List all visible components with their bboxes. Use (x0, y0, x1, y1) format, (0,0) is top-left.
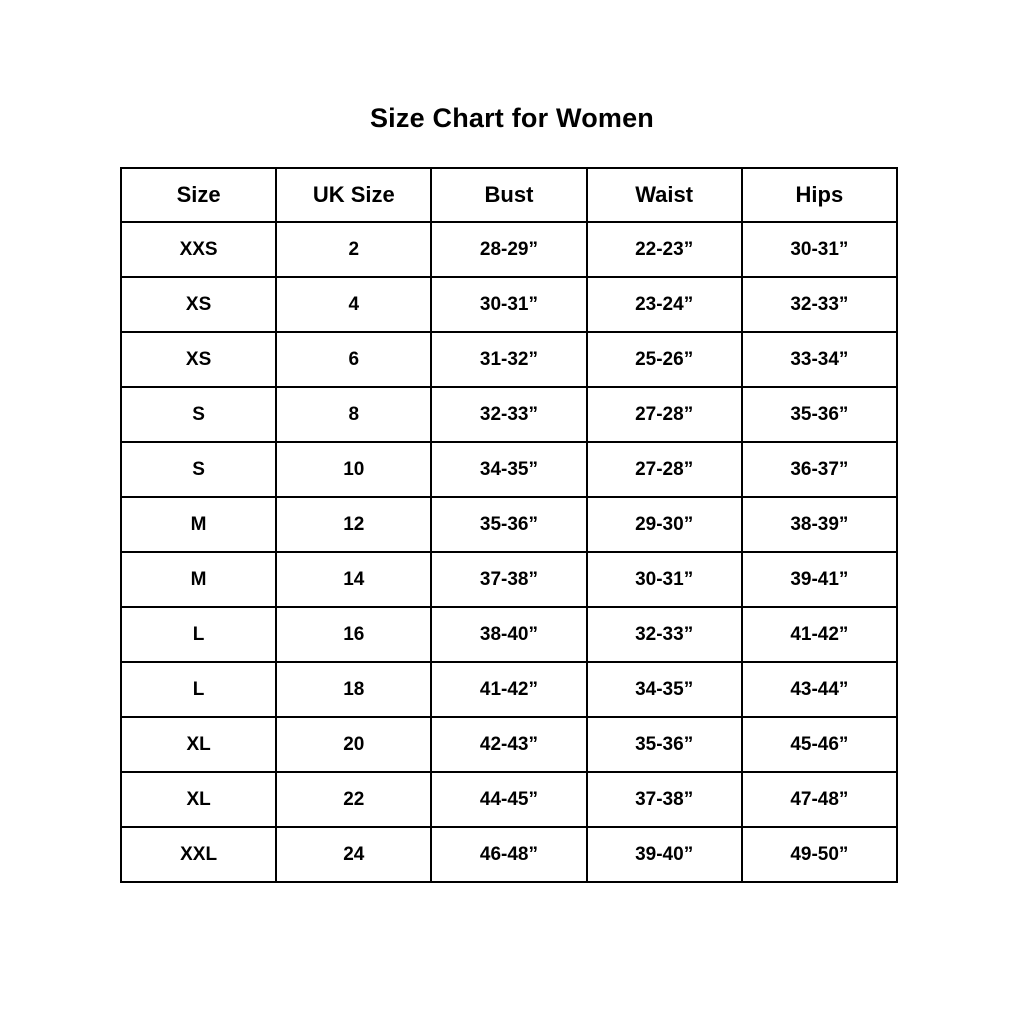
cell-waist: 32-33” (587, 607, 742, 662)
cell-size: L (121, 607, 276, 662)
cell-hips: 45-46” (742, 717, 897, 772)
cell-bust: 44-45” (431, 772, 586, 827)
cell-uk-size: 2 (276, 222, 431, 277)
column-header-hips: Hips (742, 168, 897, 222)
cell-bust: 30-31” (431, 277, 586, 332)
cell-waist: 37-38” (587, 772, 742, 827)
cell-size: M (121, 552, 276, 607)
cell-bust: 28-29” (431, 222, 586, 277)
cell-hips: 41-42” (742, 607, 897, 662)
cell-bust: 32-33” (431, 387, 586, 442)
cell-size: L (121, 662, 276, 717)
table-row (121, 772, 897, 827)
column-header-bust: Bust (431, 168, 586, 222)
page-title: Size Chart for Women (369, 103, 655, 133)
table-row (121, 717, 897, 772)
cell-bust: 41-42” (431, 662, 586, 717)
cell-uk-size: 22 (276, 772, 431, 827)
table-row (121, 827, 897, 882)
cell-hips: 43-44” (742, 662, 897, 717)
size-chart-table (120, 167, 898, 883)
cell-size: S (121, 387, 276, 442)
cell-waist: 25-26” (587, 332, 742, 387)
table-row (121, 497, 897, 552)
cell-hips: 49-50” (742, 827, 897, 882)
cell-bust: 37-38” (431, 552, 586, 607)
cell-size: XXL (121, 827, 276, 882)
cell-size: M (121, 497, 276, 552)
cell-uk-size: 4 (276, 277, 431, 332)
table-header (121, 168, 897, 222)
cell-waist: 27-28” (587, 442, 742, 497)
cell-uk-size: 8 (276, 387, 431, 442)
table-row (121, 552, 897, 607)
cell-uk-size: 6 (276, 332, 431, 387)
cell-bust: 35-36” (431, 497, 586, 552)
cell-size: XS (121, 277, 276, 332)
cell-hips: 47-48” (742, 772, 897, 827)
cell-waist: 29-30” (587, 497, 742, 552)
cell-hips: 32-33” (742, 277, 897, 332)
cell-hips: 38-39” (742, 497, 897, 552)
cell-waist: 39-40” (587, 827, 742, 882)
cell-waist: 27-28” (587, 387, 742, 442)
cell-uk-size: 16 (276, 607, 431, 662)
cell-waist: 30-31” (587, 552, 742, 607)
table-body (121, 222, 897, 882)
table-row (121, 332, 897, 387)
table-row (121, 277, 897, 332)
cell-bust: 38-40” (431, 607, 586, 662)
cell-waist: 22-23” (587, 222, 742, 277)
table-row (121, 387, 897, 442)
cell-hips: 33-34” (742, 332, 897, 387)
cell-hips: 39-41” (742, 552, 897, 607)
table-row (121, 222, 897, 277)
table-row (121, 442, 897, 497)
cell-uk-size: 10 (276, 442, 431, 497)
column-header-size: Size (121, 168, 276, 222)
cell-waist: 35-36” (587, 717, 742, 772)
cell-bust: 46-48” (431, 827, 586, 882)
table-row (121, 607, 897, 662)
column-header-waist: Waist (587, 168, 742, 222)
cell-size: XS (121, 332, 276, 387)
cell-bust: 42-43” (431, 717, 586, 772)
cell-size: S (121, 442, 276, 497)
cell-hips: 36-37” (742, 442, 897, 497)
cell-size: XXS (121, 222, 276, 277)
cell-size: XL (121, 717, 276, 772)
cell-waist: 23-24” (587, 277, 742, 332)
cell-hips: 35-36” (742, 387, 897, 442)
cell-hips: 30-31” (742, 222, 897, 277)
cell-bust: 34-35” (431, 442, 586, 497)
cell-uk-size: 12 (276, 497, 431, 552)
cell-size: XL (121, 772, 276, 827)
cell-uk-size: 18 (276, 662, 431, 717)
cell-uk-size: 20 (276, 717, 431, 772)
cell-uk-size: 24 (276, 827, 431, 882)
table-row (121, 662, 897, 717)
cell-bust: 31-32” (431, 332, 586, 387)
cell-uk-size: 14 (276, 552, 431, 607)
column-header-uk-size: UK Size (276, 168, 431, 222)
table-header-row (121, 168, 897, 222)
cell-waist: 34-35” (587, 662, 742, 717)
